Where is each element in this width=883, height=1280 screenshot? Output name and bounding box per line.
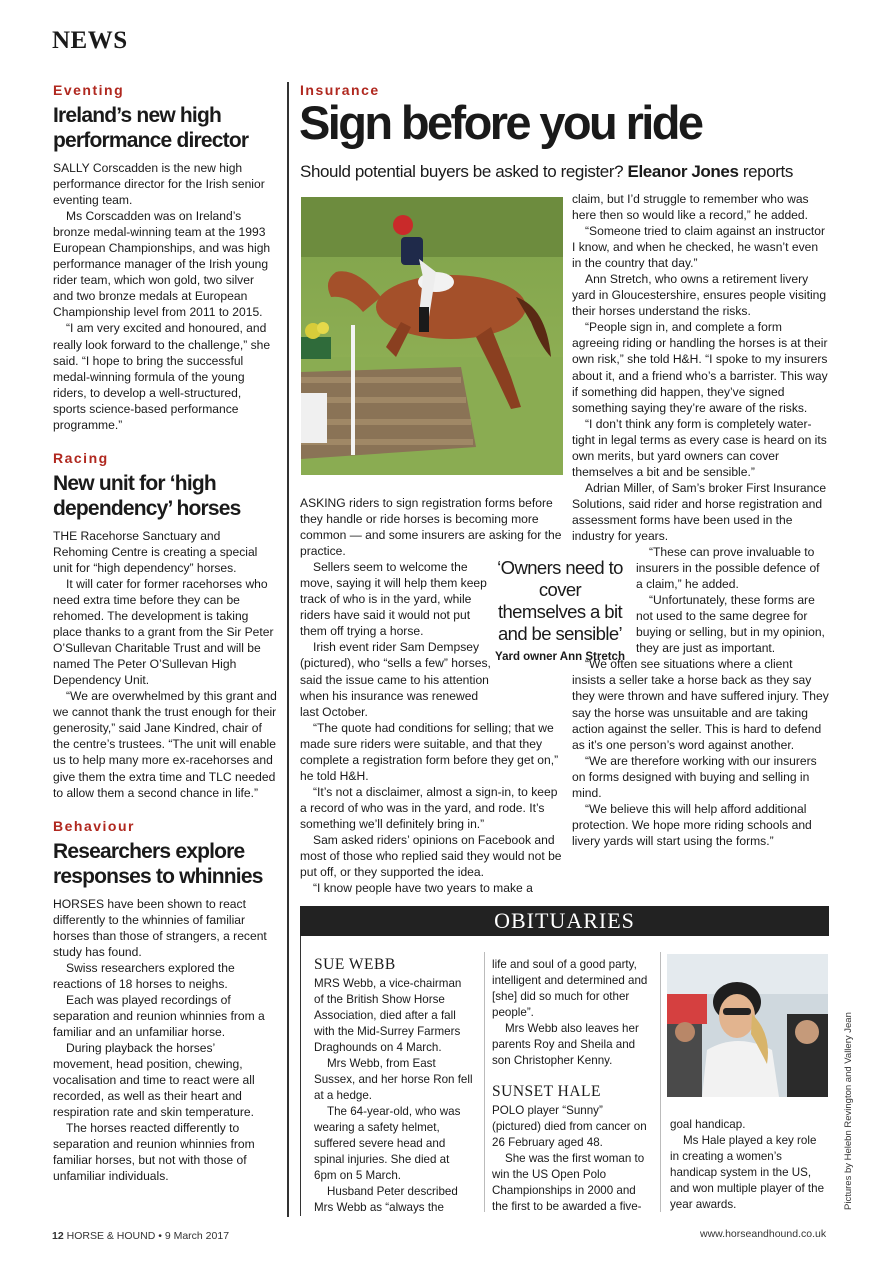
paragraph: goal handicap. xyxy=(670,1118,746,1131)
paragraph: “These can prove invaluable to insurers in the possible defence of a claim,” he added. xyxy=(636,545,820,592)
photo-credit: Pictures by Helebn Revington and Vallery Jean xyxy=(843,1012,854,1210)
paragraph: During playback the horses’ movement, head position, chewing, vocalisation and time to react were all recorded, as well as their heart and respiration rate and skin temperature. xyxy=(53,1041,255,1120)
paragraph: “I know people have two years to make a xyxy=(313,881,533,896)
paragraph: “It’s not a disclaimer, almost a sign-in, to keep a record of who was in the yard, and rode. It’s something we’ll definitely bring in.” xyxy=(300,784,558,831)
paragraph: SALLY Corscadden is the new high performance director for the Irish senior eventing team. xyxy=(53,161,265,208)
standfirst-author: Eleanor Jones xyxy=(627,162,739,181)
obit-col-rule xyxy=(484,952,485,1212)
paragraph: life and soul of a good party, intelligent and determined and [she] did so much for other people”. xyxy=(492,958,648,1019)
paragraph: “We believe this will help afford additional protection. We hope more riding schools and livery yards will start using the forms.” xyxy=(572,801,812,848)
obit-name-sunset-hale: SUNSET HALE xyxy=(492,1083,601,1100)
paragraph: Ann Stretch, who owns a retirement livery yard in Gloucestershire, ensures people visiting their horses understand the risks. xyxy=(572,272,827,319)
standfirst-suffix: reports xyxy=(742,162,793,181)
paragraph: The 64-year-old, who was wearing a safety helmet, suffered severe head and spinal injuries. She died at 6pm on 5 March. xyxy=(314,1105,461,1182)
paragraph: Ms Hale played a key role in creating a women’s handicap system in the US, and won multiple player of the year awards. xyxy=(670,1134,825,1211)
magazine-name: HORSE & HOUND xyxy=(66,1230,156,1242)
insurance-kicker: Insurance xyxy=(300,82,380,98)
paragraph: THE Racehorse Sanctuary and Rehoming Centre is creating a special unit for “high dependency” horses. xyxy=(53,528,258,575)
section-title: NEWS xyxy=(52,27,128,54)
obit-sunset-body xyxy=(492,1103,654,1215)
eventing-kicker: Eventing xyxy=(53,82,125,98)
paragraph: Ms Corscadden was on Ireland’s bronze medal-winning team at the 1993 European Championships, and was high performance manager of the Irish young rider team, which won gold, two silver and two bronze medals at European Championship level from 2011 to 2015. xyxy=(53,209,271,320)
paragraph: “We are overwhelmed by this grant and we cannot thank the trust enough for their generosity,” said Jane Kindred, chair of the centre’s trustees. “The unit will enable us to help many more ex-racehorses and give them the extra time and TLC needed to allow them a second chance in life.” xyxy=(53,689,277,800)
paragraph: claim, but I’d struggle to remember who was here then so would like a record,” he added. xyxy=(572,192,809,223)
racing-kicker: Racing xyxy=(53,449,109,466)
standfirst-text: Should potential buyers be asked to register? xyxy=(300,162,624,181)
rider-jumping-photo xyxy=(301,197,563,475)
obit-sue-body xyxy=(314,976,474,1216)
paragraph: Swiss researchers explored the reactions of 18 horses to neighs. xyxy=(53,960,235,991)
paragraph: Adrian Miller, of Sam’s broker First Insurance Solutions, said rider and horse registration and assessment forms have been used in the industry for years. xyxy=(572,480,827,543)
obit-sue-continued xyxy=(492,957,654,1069)
sunset-hale-photo xyxy=(667,954,828,1097)
paragraph: “We are therefore working with our insurers on forms designed with buying and selling in mind. xyxy=(572,753,817,800)
issue-date: 9 March 2017 xyxy=(164,1230,230,1242)
paragraph: Irish event rider Sam Dempsey (pictured), who “sells a few” horses, said the issue came to his attention when his insurance was renewed last October. xyxy=(300,640,491,719)
behaviour-body xyxy=(53,896,277,1185)
racing-body xyxy=(53,528,277,801)
paragraph: HORSES have been shown to react differently to the whinnies of familiar horses than those of strangers, a recent study has found. xyxy=(53,896,267,959)
obit-name-sue-webb: SUE WEBB xyxy=(314,956,396,973)
paragraph: She was the first woman to win the US Open Polo Championships in 2000 and the first to be awarded a five- xyxy=(492,1152,645,1213)
eventing-headline: Ireland’s new high performance director xyxy=(53,104,249,152)
obit-col-1 xyxy=(314,956,474,1216)
main-col-1 xyxy=(300,495,562,896)
obit-left-rule xyxy=(300,936,301,1216)
paragraph: “We often see situations where a client insists a seller take a horse back as they say they were thrown and have suffered injury. They say the horse was unsuitable and are taking action against the seller. This is hard to defend as it’s one person’s word against another. xyxy=(572,657,829,752)
paragraph: ASKING riders to sign registration forms before they handle or ride horses is becoming more common — and some insurers are asking for the practice. xyxy=(300,496,562,559)
pull-quote-credit: Yard owner Ann Stretch xyxy=(495,651,625,663)
obit-col-2 xyxy=(492,957,654,1215)
obit-col-3 xyxy=(670,1117,828,1213)
paragraph: The horses reacted differently to separation and reunion whinnies from familiar horses, but not with those of unfamiliar individuals. xyxy=(53,1121,255,1184)
paragraph: Mrs Webb, from East Sussex, and her horse Ron fell at a hedge. xyxy=(314,1057,473,1102)
paragraph: POLO player “Sunny” (pictured) died from cancer on 26 February aged 48. xyxy=(492,1104,647,1149)
main-headline: Sign before you ride xyxy=(299,96,702,149)
paragraph: Sam asked riders’ opinions on Facebook and most of those who replied said they would not be put off, or they supported the idea. xyxy=(300,832,562,880)
main-col-2 xyxy=(572,191,829,849)
paragraph: “People sign in, and complete a form agreeing riding or handling the horses is at their own risk,” she told H&H. “I spoke to my insurers about it, and a friend who’s a barrister. This way if something did happen, they’ve signed something saying they’re aware of the risks. xyxy=(572,320,828,415)
paragraph: MRS Webb, a vice-chairman of the British Show Horse Association, died after a fall with the Mid-Surrey Farmers Draghounds on 4 March. xyxy=(314,977,462,1054)
obituaries-header: OBITUARIES xyxy=(300,906,829,936)
behaviour-headline: Researchers explore responses to whinnies xyxy=(53,839,263,888)
paragraph: Sellers seem to welcome the move, saying it will help them keep track of who is in the yard, while riders have said it would not put them off trying a horse. xyxy=(300,560,487,639)
paragraph: Mrs Webb also leaves her parents Roy and Sheila and son Christopher Kenny. xyxy=(492,1022,639,1067)
paragraph: It will cater for former racehorses who need extra time before they can be rehomed. The development is taking place thanks to a grant from the Sir Peter O’Sullevan Charitable Trust and will be named The Peter O’Sullevan High Dependency Unit. xyxy=(53,576,274,688)
paragraph: Each was played recordings of separation and reunion whinnies from a familiar and an unfamiliar horse. xyxy=(53,992,265,1039)
paragraph: “Unfortunately, these forms are not used to the same degree for buying or selling, but in my opinion, they are just as important. xyxy=(636,593,825,656)
obit-col-rule xyxy=(660,952,661,1212)
paragraph: “Someone tried to claim against an instructor I know, and when he checked, he wasn’t even in the country that day.” xyxy=(572,224,825,271)
website-url: www.horseandhound.co.uk xyxy=(700,1228,827,1240)
paragraph: “I am very excited and honoured, and really look forward to the challenge,” she said. “I hope to bring the successful medal-winning formula of the young riders, to develop a well-structured, sports science-based performance programme.” xyxy=(53,321,271,432)
paragraph: “I don’t think any form is completely water-tight in legal terms as every case is heard on its own merits, but yard owners can cover themselves a bit and be sensible.” xyxy=(572,416,827,479)
behaviour-kicker: Behaviour xyxy=(53,817,135,834)
footer-left xyxy=(52,1230,229,1242)
column-divider xyxy=(287,82,289,1217)
left-column xyxy=(53,82,277,1184)
eventing-body xyxy=(53,160,277,433)
paragraph: Husband Peter described Mrs Webb as “always the xyxy=(314,1185,458,1214)
pull-quote: ‘Owners need to cover themselves a bit and be sensible’ xyxy=(497,557,623,644)
racing-headline: New unit for ‘high dependency’ horses xyxy=(53,471,241,520)
paragraph: “The quote had conditions for selling; that we made sure riders were suitable, and that they complete a registration form before they get on,” he told H&H. xyxy=(300,720,559,783)
page-number: 12 xyxy=(52,1230,64,1242)
footer-separator: • xyxy=(158,1230,162,1242)
standfirst xyxy=(300,162,793,182)
